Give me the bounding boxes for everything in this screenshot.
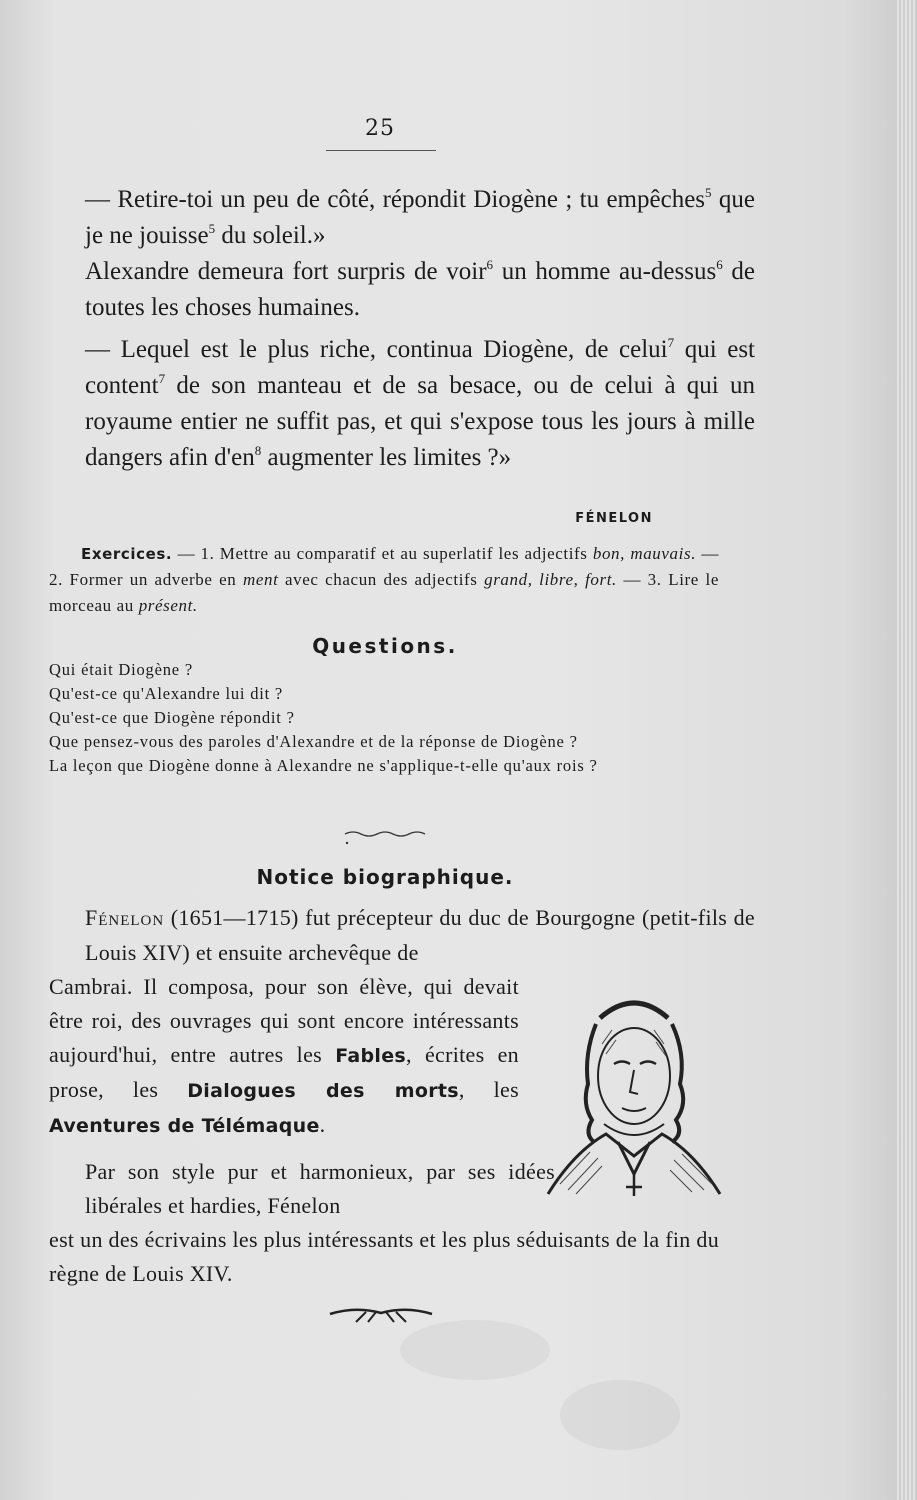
text-span: . [319, 1112, 326, 1137]
text-span: , les [458, 1077, 519, 1102]
note-ref: 7 [667, 335, 675, 350]
italic-span: bon, mauvais. [592, 544, 697, 563]
notice-paragraph-2 [49, 970, 519, 1143]
text-span: — 1. Mettre au comparatif et au superlatif les adjectifs [177, 544, 588, 563]
text-span: de toutes les choses humaines. [85, 258, 755, 321]
question-item: Qu'est-ce que Diogène répondit ? [49, 708, 295, 727]
note-ref: 8 [254, 443, 262, 458]
notice-paragraph-3 [49, 1155, 555, 1223]
text-span: que je ne jouisse [85, 186, 756, 249]
work-title: Aventures de Télémaque [49, 1115, 320, 1137]
text-span: est un des écrivains les plus intéressants et les plus séduisants de la fin du règne de Louis XIV. [49, 1227, 719, 1286]
work-title: Dialogues des morts [187, 1080, 459, 1102]
author-signature: FÉNELON [575, 511, 653, 526]
dialogue-paragraph-2 [49, 254, 755, 326]
text-span: un homme au-dessus [501, 258, 717, 285]
end-ornament [326, 1300, 436, 1326]
text-span: , écrites en prose, les [49, 1042, 519, 1102]
notice-heading: Notice biographique. [256, 865, 514, 889]
note-ref: 6 [486, 257, 494, 272]
fenelon-portrait-engraving [544, 984, 724, 1204]
exercises-block [49, 541, 719, 619]
question-item: Qu'est-ce qu'Alexandre lui dit ? [49, 684, 284, 703]
exercises-label: Exercices. [81, 545, 173, 563]
text-span: Par son style pur et harmonieux, par ses idées libérales et hardies, Fénelon [85, 1159, 555, 1218]
question-item: Que pensez-vous des paroles d'Alexandre et de la réponse de Diogène ? [49, 732, 578, 751]
page-edge [895, 0, 917, 1500]
text-span: Alexandre demeura fort surpris de voir [85, 258, 487, 285]
italic-span: présent. [138, 596, 198, 615]
text-span: de son manteau et de sa besace, ou de celui à qui un royaume entier ne suffit pas, et qui s'expose tous les jours à mille dangers afin d'en [85, 372, 756, 471]
dialogue-paragraph-1 [49, 182, 755, 254]
note-ref: 6 [716, 257, 723, 272]
section-divider-ornament [343, 826, 433, 846]
italic-span: grand, libre, fort. [484, 570, 617, 589]
text-span: du soleil.» [221, 222, 326, 249]
note-ref: 5 [705, 185, 712, 200]
notice-paragraph-1 [49, 900, 755, 970]
italic-span: ment [242, 570, 279, 589]
text-span: — Lequel est le plus riche, continua Diogène, de celui [85, 336, 668, 363]
questions-list [49, 658, 719, 778]
text-span: augmenter les limites ?» [267, 444, 512, 471]
paper-stain [560, 1380, 680, 1450]
page-number: 25 [365, 116, 395, 141]
text-span: Cambrai. Il composa, pour son élève, qui devait être roi, des ouvrages qui sont encore intéressants aujourd'hui, entre autres les [49, 974, 519, 1067]
text-span: — 2. Former un adverbe en [49, 544, 719, 589]
question-item: La leçon que Diogène donne à Alexandre ne s'applique-t-elle qu'aux rois ? [49, 756, 598, 775]
paper-stain [400, 1320, 550, 1380]
text-span: — Retire-toi un peu de côté, répondit Diogène ; tu empêches [85, 186, 706, 213]
work-title: Fables [335, 1045, 406, 1067]
text-span: — 3. Lire le morceau au [49, 570, 719, 615]
text-span: qui est content [85, 336, 756, 399]
question-item: Qui était Diogène ? [49, 660, 193, 679]
page-number-rule [326, 150, 436, 151]
text-span: avec chacun des adjectifs [285, 570, 478, 589]
notice-paragraph-3-continued [49, 1223, 719, 1291]
questions-heading: Questions. [312, 634, 458, 658]
note-ref: 5 [208, 221, 216, 236]
text-span: (1651—1715) fut précepteur du duc de Bourgogne (petit-fils de Louis XIV) et ensuite archevêque de [85, 905, 755, 965]
note-ref: 7 [158, 371, 166, 386]
author-name: Fénelon [85, 905, 165, 930]
dialogue-paragraph-3 [49, 332, 755, 476]
